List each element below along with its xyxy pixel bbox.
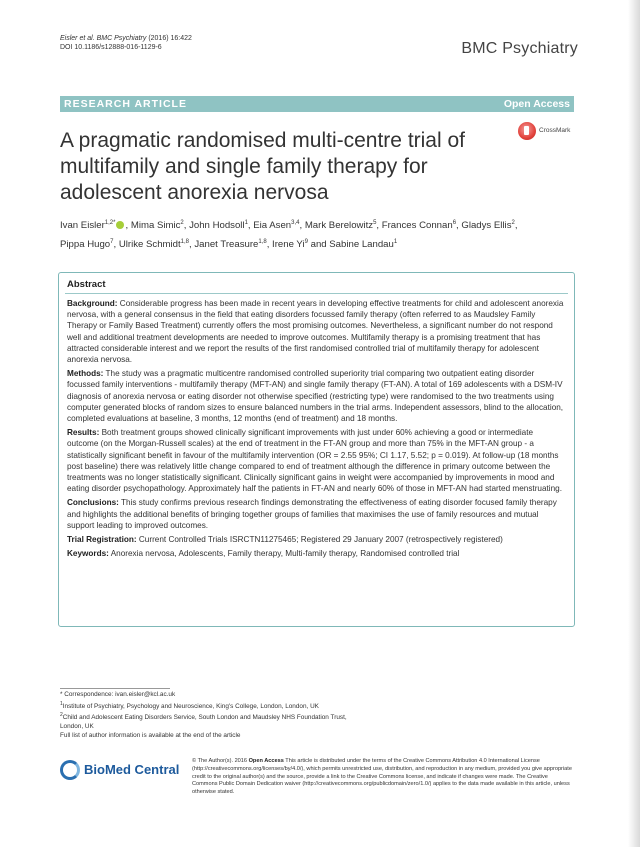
- abstract-conclusions: Conclusions: This study confirms previous research findings demonstrating the effectiveness of eating disorder focused family therapy and highlights the additional benefits of bringing together groups of families that maximises the use of family resources and mutual support leading to improved outcomes.: [67, 498, 557, 530]
- biomed-central-icon: [60, 760, 80, 780]
- correspondence-note[interactable]: * Correspondence: ivan.eisler@kcl.ac.uk: [60, 691, 176, 698]
- abstract-results: Results: Both treatment groups showed clinically significant improvements with just under 60% achieving a good or intermediate outcome (on the Morgan-Russell scales) at the end of treatment in the FT-AN group and more than 75% in the MFT-AN group - a statistically significant benefit in favour of the multifamily intervention (OR = 2.55 95%; CI 1.17, 5.52; p = 0.019). At follow-up (18 months post baseline) there was relatively little change compared to end of treatment although the difference in primary outcome between the treatments was no longer statistically significant. Clinically significant gains in weight were accompanied by improvements in mood and eating disorder psychopathology. Approximately half the patients in FT-AN and nearly 60% of those in MFT-AN had started menstruating.: [67, 428, 562, 494]
- citation-authors: Eisler et al.: [60, 35, 95, 42]
- abstract-methods: Methods: The study was a pragmatic multicentre randomised controlled superiority trial comparing two outpatient eating disorder focussed family interventions - multifamily therapy (MFT-AN) and single family therapy (FT-AN). A total of 169 adolescents with a DSM-IV diagnosis of anorexia nervosa or eating disorder not otherwise specified (restricting type) were randomised to the two treatments using computer generated blocks of random sizes to ensure balanced numbers in the trial arms. Independent assessors, blind to the allocation, completed evaluations at baseline, 3 months, 12 months (end of treatment) and 18 months.: [67, 369, 564, 424]
- license-statement: © The Author(s). 2016 Open Access This article is distributed under the terms of the Creative Commons Attribution 4.0 International License (http://creativecommons.org/licenses/by/4.0/), which permits unrestricted use, distribution, and reproduction in any medium, provided you give appropriate credit to the original author(s) and the source, provide a link to the Creative Commons license, and indicate if changes were made. The Creative Commons Public Domain Dedication waiver (http://creativecommons.org/publicdomain/zero/1.0/) applies to the data made available in this article, unless otherwise stated.: [192, 758, 572, 796]
- author: Gladys Ellis$^2$: [461, 220, 515, 232]
- article-title: A pragmatic randomised multi-centre trial of multifamily and single family therapy for adolescent anorexia nervosa: [60, 129, 465, 204]
- abstract-trial-registration: Trial Registration: Current Controlled Trials ISRCTN11275465; Registered 29 January 2007 (retrospectively registered): [67, 535, 503, 545]
- citation-volume: (2016) 16:422: [146, 35, 192, 42]
- author: Janet Treasure$^{1,8}$: [194, 239, 267, 251]
- author: Frances Connan$^6$: [381, 220, 457, 232]
- author: Ulrike Schmidt$^{1,8}$: [118, 239, 190, 251]
- citation-header: [60, 34, 192, 52]
- crossmark-icon: [518, 122, 536, 140]
- author-info-note: Full list of author information is available at the end of the article: [60, 731, 241, 739]
- biomed-central-logo[interactable]: [60, 760, 190, 784]
- citation-journal: BMC Psychiatry: [96, 35, 147, 42]
- crossmark-badge[interactable]: [518, 122, 578, 142]
- author: Ivan Eisler$^{1,2*}$: [60, 220, 116, 232]
- abstract-divider: [65, 293, 568, 294]
- article-type-band: [60, 96, 574, 112]
- abstract-body: [67, 298, 565, 562]
- author: Sabine Landau$^1$: [329, 239, 398, 251]
- abstract-keywords: Keywords: Anorexia nervosa, Adolescents, Family therapy, Multi-family therapy, Randomised controlled trial: [67, 549, 460, 559]
- journal-name: BMC Psychiatry: [461, 40, 578, 57]
- author: John Hodsoll$^1$: [189, 220, 248, 232]
- affiliation-2: $^2$Child and Adolescent Eating Disorders Service, South London and Maudsley NHS Foundation Trust, London, UK: [60, 712, 347, 731]
- crossmark-label: CrossMark: [539, 127, 571, 134]
- abstract-box: [58, 272, 575, 627]
- abstract-heading: Abstract: [67, 279, 106, 290]
- doi-text[interactable]: DOI 10.1186/s12888-016-1129-6: [60, 44, 162, 51]
- open-access-label: Open Access: [503, 98, 570, 110]
- affiliation-1: $^1$Institute of Psychiatry, Psychology and Neuroscience, King's College, London, London, UK: [60, 700, 319, 710]
- author: Eia Asen$^{3,4}$: [253, 220, 300, 232]
- orcid-icon[interactable]: [116, 221, 124, 229]
- author: Mima Simic$^2$: [130, 220, 184, 232]
- abstract-background: Background: Considerable progress has been made in recent years in developing effective treatments for child and adolescent anorexia nervosa, with a general consensus in the field that eating disorders focussed family therapy (often referred to as Maudsley Family Therapy or Family Based Treatment) currently offers the most promising outcomes. Nevertheless, a significant number do not respond well and additional treatment developments are needed to improve outcomes. Multifamily therapy is a promising treatment that has attracted considerable interest and we report the results of the first randomised controlled trial of multifamily therapy for adolescent anorexia nervosa.: [67, 299, 564, 365]
- author: Mark Berelowitz$^5$: [304, 220, 377, 232]
- biomed-central-wordmark: BioMed Central: [84, 762, 180, 777]
- author: Irene Yi$^9$: [272, 239, 308, 251]
- page-edge-shadow: [628, 0, 640, 847]
- article-type-label: RESEARCH ARTICLE: [64, 98, 187, 110]
- footnotes: [60, 691, 360, 740]
- author: Pippa Hugo$^7$: [60, 239, 114, 251]
- author-list: Ivan Eisler$^{1,2*}$ , Mima Simic$^2$, John Hodsoll$^1$, Eia Asen$^{3,4}$, Mark Berelowitz$^5$, Frances Connan$^6$, Gladys Ellis$^2$, Pippa Hugo$^7$, Ulrike Schmidt$^{1,8}$, Janet Treasure$^{1,8}$, Irene Yi$^9$ and Sabine Landau$^1$: [60, 220, 518, 251]
- footnote-rule: [60, 688, 170, 689]
